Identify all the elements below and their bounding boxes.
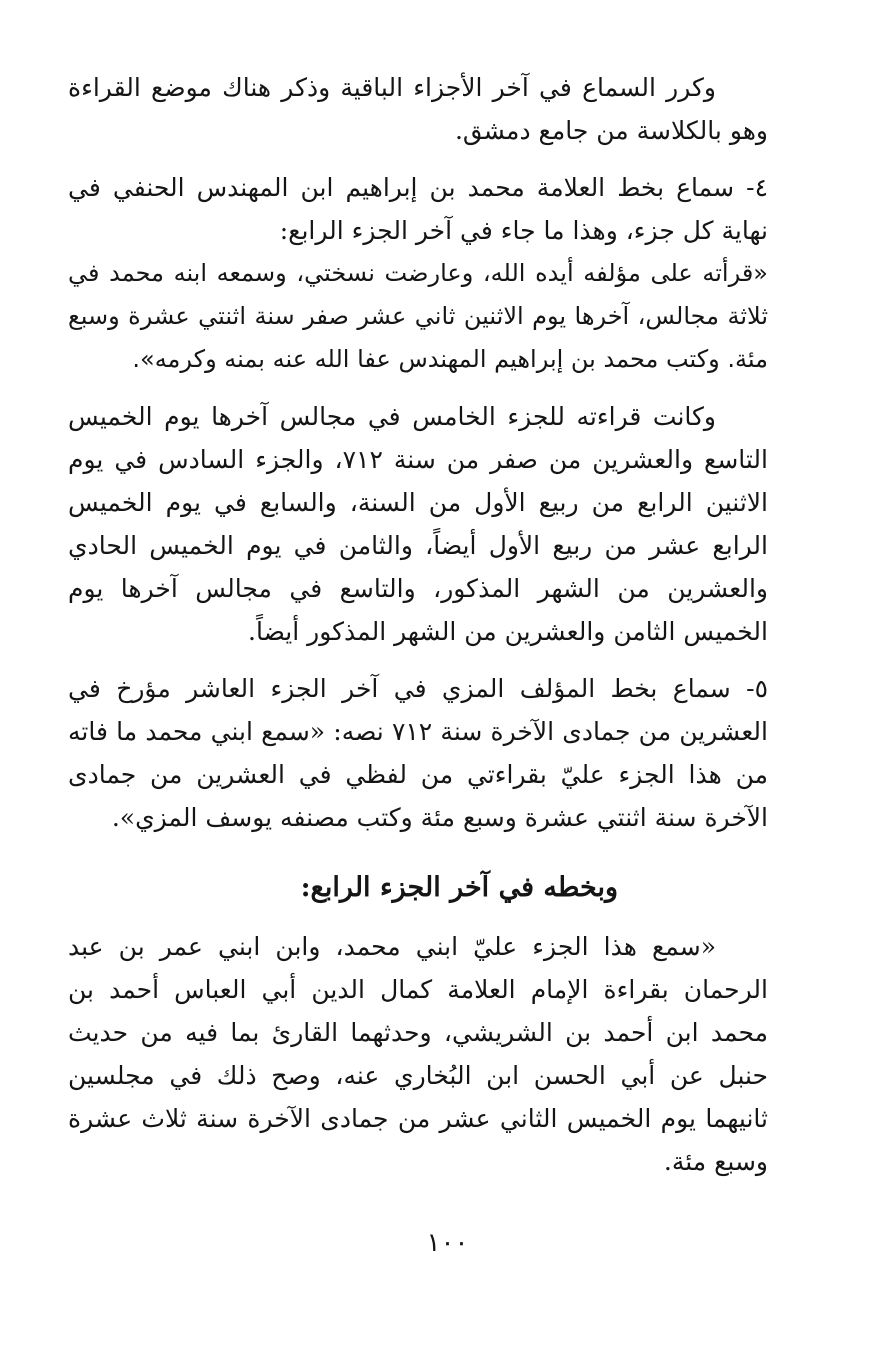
quote-ibn-al-muhandis: «قرأته على مؤلفه أيده الله، وعارضت نسختي، وسمعه ابنه محمد في ثلاثة مجالس، آخرها يوم الاثنين ثاني عشر صفر سنة اثنتي عشرة وسبع مئة. وكتب محمد بن إبراهيم المهندس عفا الله عنه بمنه وكرمه». [68,259,768,373]
page-number: ١٠٠ [426,1228,469,1258]
paragraph-reading-sessions: وكانت قراءته للجزء الخامس في مجالس آخرها يوم الخميس التاسع والعشرين من صفر من سنة ٧١٢، والجزء السادس في يوم الاثنين الرابع من ربيع الأول من السنة، والسابع في يوم الخميس الرابع عشر من ربيع الأول أيضاً، والثامن في يوم الخميس الحادي والعشرين من الشهر المذكور، والتاسع في مجالس آخرها يوم الخميس الثامن والعشرين من الشهر المذكور أيضاً. [68,402,768,646]
quote-fourth-part: «سمع هذا الجزء عليّ ابني محمد، وابن ابني عمر بن عبد الرحمان بقراءة الإمام العلامة كمال الدين أبي العباس أحمد بن محمد ابن أحمد بن الشريشي، وحدثهما القارئ بما فيه من حديث حنبل عن أبي الحسن ابن البُخاري عنه، وصح ذلك في مجلسين ثانيهما يوم الخميس الثاني عشر من جمادى الآخرة سنة ثلاث عشرة وسبع مئة. [68,932,768,1176]
section-heading: وبخطه في آخر الجزء الرابع: [300,872,618,903]
paragraph-item-4: ٤- سماع بخط العلامة محمد بن إبراهيم ابن المهندس الحنفي في نهاية كل جزء، وهذا ما جاء في آخر الجزء الرابع: [68,173,768,245]
book-page [68,66,768,1316]
paragraph-repeated-listening: وكرر السماع في آخر الأجزاء الباقية وذكر هناك موضع القراءة وهو بالكلاسة من جامع دمشق. [68,73,768,145]
paragraph-item-5: ٥- سماع بخط المؤلف المزي في آخر الجزء العاشر مؤرخ في العشرين من جمادى الآخرة سنة ٧١٢ نصه: «سمع ابني محمد ما فاته من هذا الجزء عليّ بقراءتي من لفظي في العشرين من جمادى الآخرة سنة اثنتي عشرة وسبع مئة وكتب مصنفه يوسف المزي». [68,674,768,832]
